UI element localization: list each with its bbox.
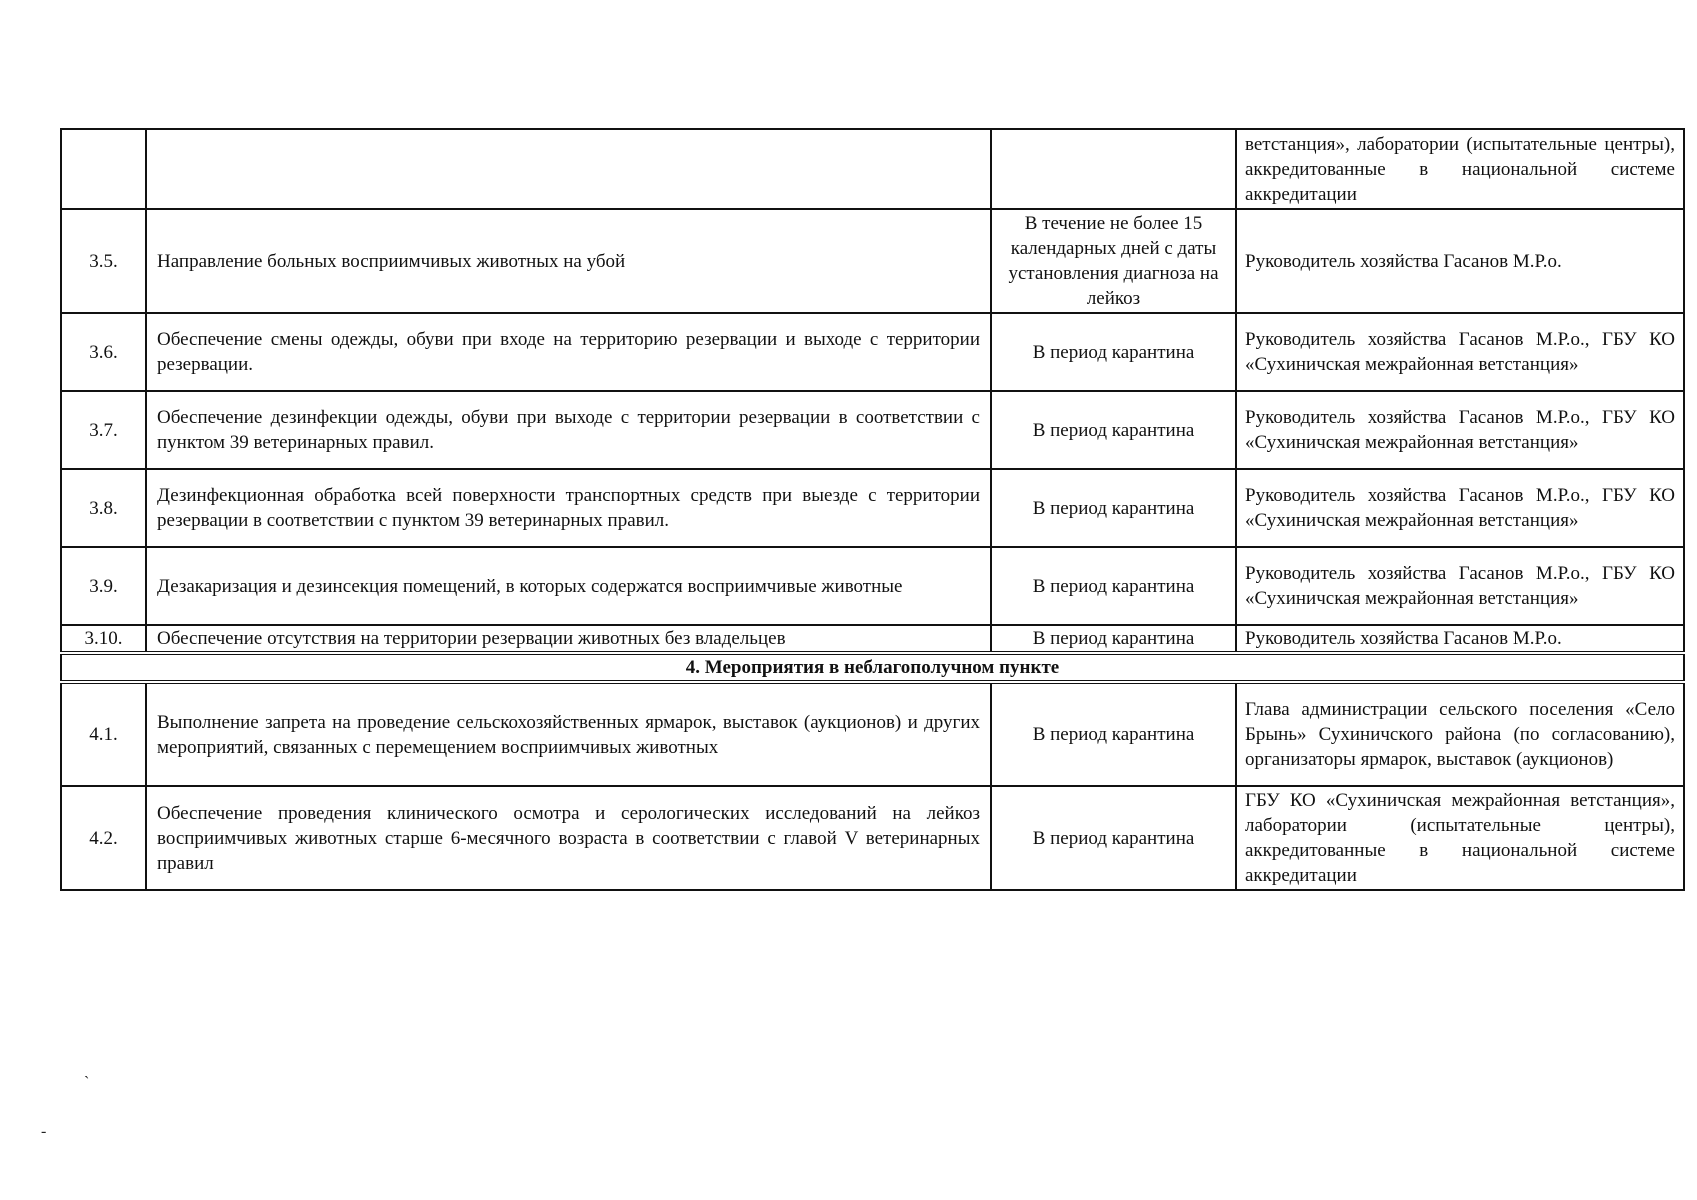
table-row [61,786,1684,890]
measure-responsible: Глава администрации сельского поселения «Село Брынь» Сухиничского района (по согласованию), организаторы ярмарок, выставок (аукционов) [1236,682,1684,786]
measure-responsible: Руководитель хозяйства Гасанов М.Р.о., ГБУ КО «Сухиничская межрайонная ветстанция» [1236,469,1684,547]
scan-speck: ` [84,1074,90,1091]
row-number: 4.2. [61,786,146,890]
row-number: 4.1. [61,682,146,786]
measure-description: Обеспечение проведения клинического осмотра и серологических исследований на лейкоз восприимчивых животных старше 6-месячного возраста в соответствии с главой V ветеринарных правил [146,786,991,890]
scan-speck: - [41,1123,47,1140]
measure-period: В течение не более 15 календарных дней с даты установления диагноза на лейкоз [991,209,1236,313]
measure-responsible: ГБУ КО «Сухиничская межрайонная ветстанция», лаборатории (испытательные центры), аккредитованные в национальной системе аккредитации [1236,786,1684,890]
row-number: 3.5. [61,209,146,313]
measure-period: В период карантина [991,391,1236,469]
measure-responsible: Руководитель хозяйства Гасанов М.Р.о. [1236,209,1684,313]
row-number: 3.7. [61,391,146,469]
measure-period: В период карантина [991,547,1236,625]
measure-description: Направление больных восприимчивых животных на убой [146,209,991,313]
measure-period: В период карантина [991,625,1236,653]
table-row [61,313,1684,391]
row-number: 3.9. [61,547,146,625]
measure-period: В период карантина [991,682,1236,786]
measure-responsible: ветстанция», лаборатории (испытательные центры), аккредитованные в национальной системе аккредитации [1236,129,1684,209]
table-row [61,391,1684,469]
measure-period: В период карантина [991,313,1236,391]
measure-period: В период карантина [991,469,1236,547]
measures-table [60,128,1685,891]
section-row [61,653,1684,682]
table-row [61,469,1684,547]
measure-description: Обеспечение отсутствия на территории резервации животных без владельцев [146,625,991,653]
table-row [61,129,1684,209]
measure-description: Обеспечение дезинфекции одежды, обуви при выходе с территории резервации в соответствии с пунктом 39 ветеринарных правил. [146,391,991,469]
row-number: 3.8. [61,469,146,547]
row-number: 3.10. [61,625,146,653]
measure-responsible: Руководитель хозяйства Гасанов М.Р.о., ГБУ КО «Сухиничская межрайонная ветстанция» [1236,391,1684,469]
measure-responsible: Руководитель хозяйства Гасанов М.Р.о., ГБУ КО «Сухиничская межрайонная ветстанция» [1236,547,1684,625]
measure-description: Выполнение запрета на проведение сельскохозяйственных ярмарок, выставок (аукционов) и других мероприятий, связанных с перемещением восприимчивых животных [146,682,991,786]
table-row [61,209,1684,313]
row-number [61,129,146,209]
measure-description [146,129,991,209]
measure-responsible: Руководитель хозяйства Гасанов М.Р.о., ГБУ КО «Сухиничская межрайонная ветстанция» [1236,313,1684,391]
table-row [61,625,1684,653]
measure-description: Обеспечение смены одежды, обуви при входе на территорию резервации и выходе с территории резервации. [146,313,991,391]
table-row [61,682,1684,786]
row-number: 3.6. [61,313,146,391]
measure-responsible: Руководитель хозяйства Гасанов М.Р.о. [1236,625,1684,653]
measure-period: В период карантина [991,786,1236,890]
measure-description: Дезинфекционная обработка всей поверхности транспортных средств при выезде с территории резервации в соответствии с пунктом 39 ветеринарных правил. [146,469,991,547]
measure-period [991,129,1236,209]
table-row [61,547,1684,625]
measure-description: Дезакаризация и дезинсекция помещений, в которых содержатся восприимчивые животные [146,547,991,625]
section-heading: 4. Мероприятия в неблагополучном пункте [61,653,1684,682]
